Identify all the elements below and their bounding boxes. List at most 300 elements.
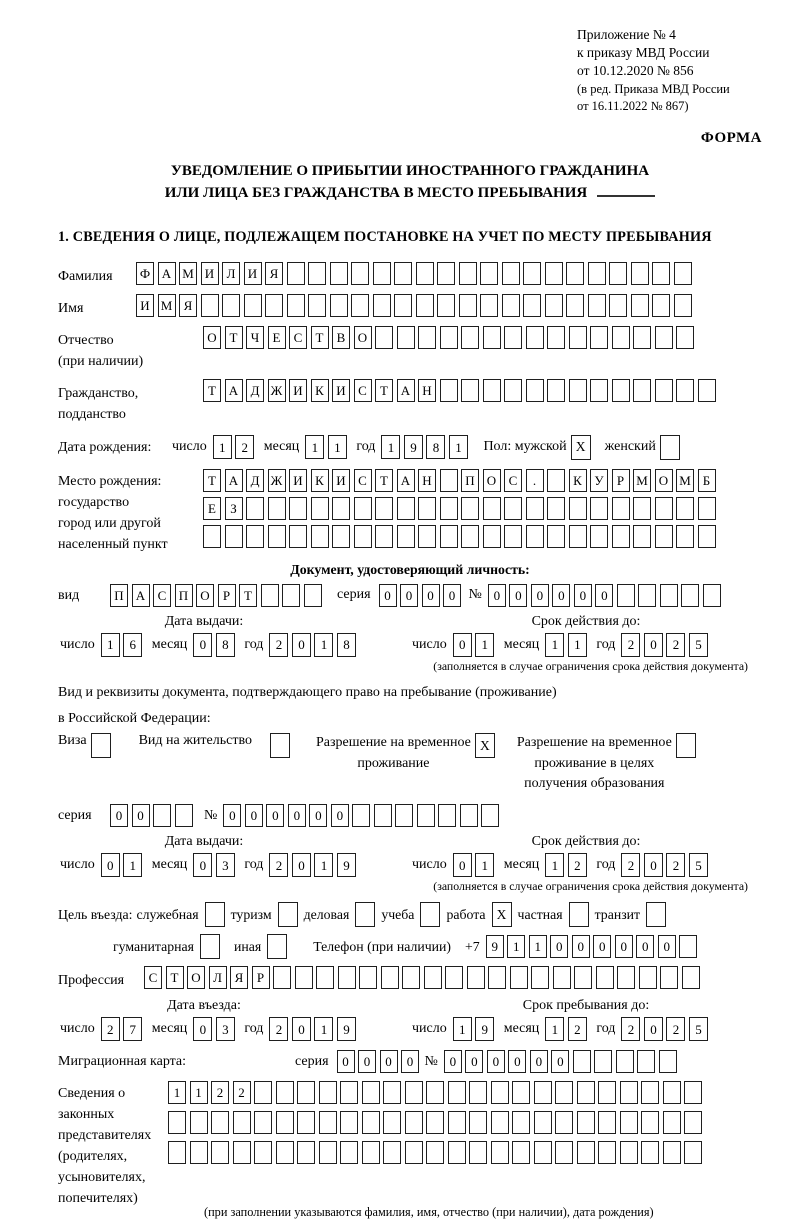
char-cell[interactable] [426,1141,444,1164]
char-cell[interactable]: 2 [233,1081,251,1104]
doc-kind-cells[interactable] [110,584,325,607]
char-cell[interactable] [555,1111,573,1134]
char-cell[interactable] [332,525,350,548]
char-cell[interactable] [397,497,415,520]
char-cell[interactable]: О [196,584,214,607]
date-part-cells[interactable] [621,1017,711,1041]
char-cell[interactable] [616,1050,634,1073]
char-cell[interactable]: 1 [190,1081,208,1104]
date-part-cells[interactable] [621,853,711,877]
char-cell[interactable] [590,379,608,402]
char-cell[interactable] [351,262,369,285]
char-cell[interactable]: 3 [216,1017,235,1041]
char-cell[interactable]: М [676,469,694,492]
char-cell[interactable] [633,525,651,548]
char-cell[interactable]: П [110,584,128,607]
char-cell[interactable] [424,966,442,989]
char-cell[interactable] [460,804,478,827]
char-cell[interactable] [631,262,649,285]
char-cell[interactable]: Р [252,966,270,989]
char-cell[interactable] [545,294,563,317]
char-cell[interactable] [684,1111,702,1134]
char-cell[interactable]: А [225,469,243,492]
char-cell[interactable] [553,966,571,989]
char-cell[interactable]: Р [612,469,630,492]
resident-series-cells[interactable] [110,804,196,827]
char-cell[interactable] [620,1081,638,1104]
char-cell[interactable] [504,379,522,402]
char-cell[interactable] [481,804,499,827]
char-cell[interactable] [588,262,606,285]
char-cell[interactable]: 0 [358,1050,376,1073]
date-part-cells[interactable] [193,633,238,657]
char-cell[interactable]: 0 [615,935,633,958]
char-cell[interactable] [674,262,692,285]
char-cell[interactable] [698,525,716,548]
char-cell[interactable]: 2 [101,1017,120,1041]
char-cell[interactable] [590,326,608,349]
char-cell[interactable]: О [655,469,673,492]
date-part-cells[interactable] [269,1017,359,1041]
gender-female-checkbox[interactable] [660,435,680,460]
birth-date-group[interactable] [170,435,475,459]
char-cell[interactable] [190,1111,208,1134]
char-cell[interactable] [598,1141,616,1164]
char-cell[interactable] [440,379,458,402]
char-cell[interactable]: 1 [314,633,333,657]
char-cell[interactable]: 0 [644,853,663,877]
char-cell[interactable]: 0 [331,804,349,827]
char-cell[interactable]: 9 [404,435,423,459]
char-cell[interactable]: 9 [337,1017,356,1041]
purpose-opt-other-checkbox[interactable] [267,934,287,959]
char-cell[interactable]: К [311,469,329,492]
char-cell[interactable]: 8 [426,435,445,459]
char-cell[interactable] [461,326,479,349]
char-cell[interactable]: . [526,469,544,492]
char-cell[interactable]: 0 [444,1050,462,1073]
char-cell[interactable] [332,497,350,520]
char-cell[interactable] [440,469,458,492]
char-cell[interactable] [440,497,458,520]
char-cell[interactable]: 0 [337,1050,355,1073]
date-part-cells[interactable] [381,435,471,459]
char-cell[interactable] [459,294,477,317]
char-cell[interactable] [233,1141,251,1164]
char-cell[interactable] [461,525,479,548]
char-cell[interactable] [577,1081,595,1104]
char-cell[interactable] [674,294,692,317]
char-cell[interactable]: 2 [568,1017,587,1041]
surname-cells[interactable] [136,262,695,285]
char-cell[interactable] [448,1141,466,1164]
char-cell[interactable] [374,804,392,827]
char-cell[interactable] [383,1111,401,1134]
char-cell[interactable] [652,294,670,317]
char-cell[interactable] [461,379,479,402]
char-cell[interactable] [395,804,413,827]
char-cell[interactable] [461,497,479,520]
char-cell[interactable]: 1 [507,935,525,958]
profession-cells[interactable] [144,966,703,989]
char-cell[interactable]: Т [311,326,329,349]
date-part-cells[interactable] [101,633,146,657]
char-cell[interactable] [362,1111,380,1134]
char-cell[interactable] [340,1081,358,1104]
char-cell[interactable] [168,1141,186,1164]
char-cell[interactable]: Ч [246,326,264,349]
date-part-cells[interactable] [269,633,359,657]
char-cell[interactable] [594,1050,612,1073]
char-cell[interactable] [566,262,584,285]
char-cell[interactable] [469,1141,487,1164]
char-cell[interactable] [555,1141,573,1164]
char-cell[interactable] [340,1111,358,1134]
char-cell[interactable] [405,1081,423,1104]
char-cell[interactable] [211,1111,229,1134]
char-cell[interactable] [289,497,307,520]
char-cell[interactable] [383,1141,401,1164]
char-cell[interactable] [566,294,584,317]
char-cell[interactable] [681,584,699,607]
char-cell[interactable] [440,525,458,548]
doc-valid-date-group[interactable] [410,633,715,657]
char-cell[interactable] [663,1081,681,1104]
char-cell[interactable]: И [201,262,219,285]
char-cell[interactable]: 0 [574,584,592,607]
char-cell[interactable]: 0 [292,853,311,877]
char-cell[interactable]: О [187,966,205,989]
char-cell[interactable] [265,294,283,317]
char-cell[interactable] [311,497,329,520]
char-cell[interactable] [175,804,193,827]
char-cell[interactable] [276,1111,294,1134]
char-cell[interactable]: 1 [475,633,494,657]
char-cell[interactable]: 0 [422,584,440,607]
representatives-cells-row3[interactable] [168,1141,706,1164]
char-cell[interactable] [405,1111,423,1134]
char-cell[interactable]: И [332,379,350,402]
char-cell[interactable]: Т [203,379,221,402]
char-cell[interactable]: 9 [486,935,504,958]
char-cell[interactable]: С [354,379,372,402]
char-cell[interactable] [394,294,412,317]
char-cell[interactable]: Н [418,379,436,402]
char-cell[interactable]: 1 [545,1017,564,1041]
char-cell[interactable]: Т [166,966,184,989]
char-cell[interactable] [504,497,522,520]
char-cell[interactable]: 2 [666,633,685,657]
char-cell[interactable] [577,1141,595,1164]
char-cell[interactable]: 2 [621,853,640,877]
char-cell[interactable]: 0 [488,584,506,607]
char-cell[interactable] [418,497,436,520]
gender-male-checkbox[interactable]: X [571,435,591,460]
char-cell[interactable] [512,1111,530,1134]
char-cell[interactable] [682,966,700,989]
char-cell[interactable]: 0 [552,584,570,607]
char-cell[interactable]: 0 [292,1017,311,1041]
purpose-opt-business-checkbox[interactable] [355,902,375,927]
char-cell[interactable]: Т [203,469,221,492]
char-cell[interactable]: 2 [211,1081,229,1104]
char-cell[interactable] [526,379,544,402]
char-cell[interactable] [417,804,435,827]
char-cell[interactable] [547,469,565,492]
char-cell[interactable]: К [569,469,587,492]
char-cell[interactable]: 0 [401,1050,419,1073]
char-cell[interactable]: С [289,326,307,349]
birth-place-cells-row1[interactable] [203,469,719,492]
char-cell[interactable] [211,1141,229,1164]
purpose-opt-humanitarian-checkbox[interactable] [200,934,220,959]
char-cell[interactable]: 0 [101,853,120,877]
char-cell[interactable] [311,525,329,548]
char-cell[interactable] [276,1081,294,1104]
char-cell[interactable]: 0 [658,935,676,958]
char-cell[interactable]: 0 [193,1017,212,1041]
char-cell[interactable] [504,525,522,548]
char-cell[interactable] [547,525,565,548]
char-cell[interactable] [319,1081,337,1104]
char-cell[interactable]: 0 [193,633,212,657]
char-cell[interactable] [569,326,587,349]
char-cell[interactable] [617,966,635,989]
char-cell[interactable]: Д [246,379,264,402]
resident-valid-date-group[interactable] [410,853,715,877]
char-cell[interactable] [620,1111,638,1134]
char-cell[interactable] [660,966,678,989]
char-cell[interactable] [633,497,651,520]
permit-residence-checkbox[interactable] [270,733,290,758]
char-cell[interactable] [354,525,372,548]
char-cell[interactable] [526,525,544,548]
char-cell[interactable] [459,262,477,285]
char-cell[interactable] [638,584,656,607]
char-cell[interactable] [483,497,501,520]
date-part-cells[interactable] [269,853,359,877]
char-cell[interactable] [254,1111,272,1134]
char-cell[interactable]: Т [239,584,257,607]
char-cell[interactable] [639,966,657,989]
char-cell[interactable] [590,525,608,548]
char-cell[interactable]: П [175,584,193,607]
char-cell[interactable]: В [332,326,350,349]
char-cell[interactable]: 5 [689,1017,708,1041]
char-cell[interactable]: 0 [245,804,263,827]
char-cell[interactable] [448,1111,466,1134]
char-cell[interactable]: Д [246,469,264,492]
date-part-cells[interactable] [453,853,498,877]
char-cell[interactable] [547,379,565,402]
char-cell[interactable] [502,294,520,317]
char-cell[interactable] [574,966,592,989]
char-cell[interactable]: О [354,326,372,349]
char-cell[interactable] [225,525,243,548]
char-cell[interactable]: 0 [636,935,654,958]
char-cell[interactable] [684,1141,702,1164]
char-cell[interactable] [523,262,541,285]
char-cell[interactable] [545,262,563,285]
char-cell[interactable]: Р [218,584,236,607]
char-cell[interactable]: А [225,379,243,402]
char-cell[interactable] [510,966,528,989]
char-cell[interactable]: 1 [453,1017,472,1041]
char-cell[interactable] [338,966,356,989]
char-cell[interactable] [287,262,305,285]
char-cell[interactable] [316,966,334,989]
char-cell[interactable]: 0 [593,935,611,958]
char-cell[interactable] [297,1111,315,1134]
char-cell[interactable]: 0 [379,584,397,607]
char-cell[interactable]: С [144,966,162,989]
char-cell[interactable] [282,584,300,607]
birth-place-cells-row3[interactable] [203,525,719,548]
char-cell[interactable] [437,294,455,317]
char-cell[interactable]: 2 [621,633,640,657]
char-cell[interactable]: 1 [168,1081,186,1104]
char-cell[interactable] [609,294,627,317]
char-cell[interactable] [534,1111,552,1134]
char-cell[interactable] [663,1111,681,1134]
birth-place-cells-row2[interactable] [203,497,719,520]
char-cell[interactable] [233,1111,251,1134]
purpose-opt-transit-checkbox[interactable] [646,902,666,927]
char-cell[interactable]: М [633,469,651,492]
char-cell[interactable] [373,262,391,285]
char-cell[interactable] [577,1111,595,1134]
purpose-opt-official-checkbox[interactable] [205,902,225,927]
char-cell[interactable] [491,1141,509,1164]
char-cell[interactable]: Я [230,966,248,989]
char-cell[interactable]: 1 [545,633,564,657]
char-cell[interactable]: 0 [644,633,663,657]
char-cell[interactable] [246,497,264,520]
char-cell[interactable] [531,966,549,989]
representatives-cells-row2[interactable] [168,1111,706,1134]
char-cell[interactable] [467,966,485,989]
char-cell[interactable] [483,379,501,402]
char-cell[interactable]: А [132,584,150,607]
char-cell[interactable] [190,1141,208,1164]
char-cell[interactable] [547,326,565,349]
char-cell[interactable] [684,1081,702,1104]
char-cell[interactable]: Ж [268,379,286,402]
char-cell[interactable] [397,525,415,548]
char-cell[interactable]: З [225,497,243,520]
char-cell[interactable]: И [289,379,307,402]
char-cell[interactable] [351,294,369,317]
char-cell[interactable] [153,804,171,827]
char-cell[interactable] [261,584,279,607]
char-cell[interactable] [416,262,434,285]
char-cell[interactable] [660,584,678,607]
char-cell[interactable]: 3 [216,853,235,877]
char-cell[interactable] [319,1111,337,1134]
char-cell[interactable] [491,1111,509,1134]
char-cell[interactable] [676,525,694,548]
char-cell[interactable] [612,326,630,349]
char-cell[interactable]: 0 [550,935,568,958]
char-cell[interactable]: Ф [136,262,154,285]
char-cell[interactable] [287,294,305,317]
char-cell[interactable] [469,1111,487,1134]
char-cell[interactable]: 0 [288,804,306,827]
resident-number-cells[interactable] [223,804,503,827]
char-cell[interactable] [617,584,635,607]
char-cell[interactable] [502,262,520,285]
char-cell[interactable]: 1 [305,435,324,459]
char-cell[interactable] [504,326,522,349]
char-cell[interactable] [483,525,501,548]
char-cell[interactable] [375,326,393,349]
date-part-cells[interactable] [193,853,238,877]
char-cell[interactable] [416,294,434,317]
char-cell[interactable] [534,1081,552,1104]
purpose-opt-work-checkbox[interactable]: X [492,902,512,927]
char-cell[interactable] [469,1081,487,1104]
char-cell[interactable] [362,1081,380,1104]
doc-issue-date-group[interactable] [58,633,363,657]
entry-date-group[interactable] [58,1017,363,1041]
char-cell[interactable] [655,525,673,548]
char-cell[interactable] [655,326,673,349]
char-cell[interactable]: 0 [595,584,613,607]
char-cell[interactable] [512,1141,530,1164]
migration-series-cells[interactable] [337,1050,423,1073]
char-cell[interactable]: 1 [101,633,120,657]
char-cell[interactable] [308,294,326,317]
char-cell[interactable] [418,326,436,349]
char-cell[interactable]: 1 [529,935,547,958]
char-cell[interactable]: 1 [449,435,468,459]
char-cell[interactable] [512,1081,530,1104]
char-cell[interactable]: Ж [268,469,286,492]
char-cell[interactable] [612,525,630,548]
char-cell[interactable]: Т [375,379,393,402]
char-cell[interactable]: 1 [213,435,232,459]
char-cell[interactable] [297,1081,315,1104]
permit-temp-edu-checkbox[interactable] [676,733,696,758]
char-cell[interactable]: Н [418,469,436,492]
char-cell[interactable] [555,1081,573,1104]
char-cell[interactable]: К [311,379,329,402]
char-cell[interactable]: 0 [508,1050,526,1073]
char-cell[interactable]: Я [265,262,283,285]
date-part-cells[interactable] [545,1017,590,1041]
char-cell[interactable]: Т [375,469,393,492]
date-part-cells[interactable] [101,1017,146,1041]
char-cell[interactable] [308,262,326,285]
char-cell[interactable]: Е [268,326,286,349]
permit-temp-checkbox[interactable]: X [475,733,495,758]
char-cell[interactable]: 0 [400,584,418,607]
char-cell[interactable]: 1 [314,853,333,877]
char-cell[interactable] [663,1141,681,1164]
char-cell[interactable] [254,1141,272,1164]
char-cell[interactable]: 9 [475,1017,494,1041]
char-cell[interactable] [596,966,614,989]
char-cell[interactable] [698,497,716,520]
char-cell[interactable]: 0 [487,1050,505,1073]
char-cell[interactable]: 0 [465,1050,483,1073]
char-cell[interactable] [330,294,348,317]
char-cell[interactable]: 1 [123,853,142,877]
char-cell[interactable] [523,294,541,317]
date-part-cells[interactable] [621,633,711,657]
char-cell[interactable]: 0 [453,853,472,877]
char-cell[interactable] [297,1141,315,1164]
